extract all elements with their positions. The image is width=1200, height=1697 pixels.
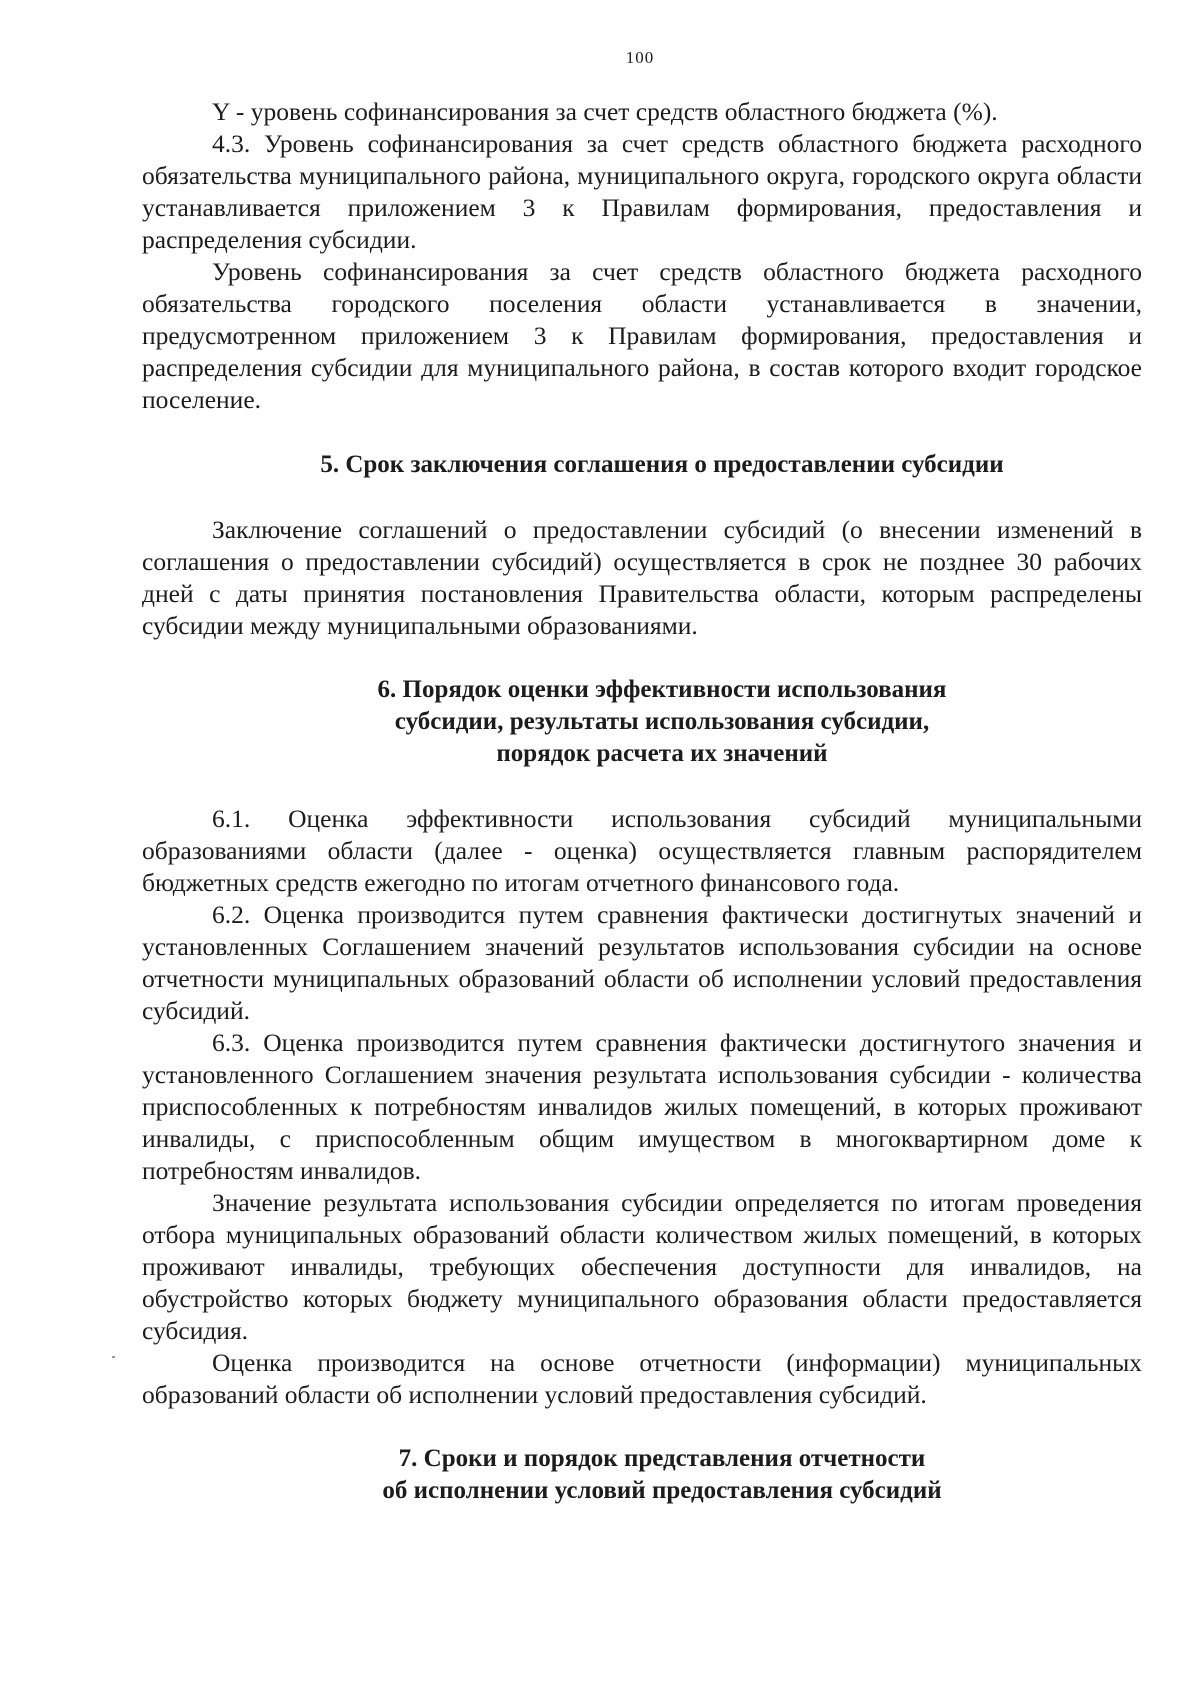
section-7-title bbox=[142, 1443, 1142, 1507]
paragraph-urban-settlement-level: Уровень софинансирования за счет средств областного бюджета расходного обязательства городского поселения области устанавливается в значении, предусмотренном приложением 3 к Правилам формирования, предоставления и распределения субсидии для муниципального района, в состав которого входит городское поселение. bbox=[142, 257, 1142, 414]
paragraph-6-2: 6.2. Оценка производится путем сравнения фактически достигнутых значений и установленных Соглашением значений результатов использования субсидии на основе отчетности муниципальных образований области об исполнении условий предоставления субсидий. bbox=[142, 900, 1142, 1025]
section-6-title-line: 6. Порядок оценки эффективности использования bbox=[377, 676, 947, 703]
section-6-title bbox=[142, 674, 1142, 770]
page-number: 100 bbox=[625, 48, 655, 67]
paragraph-6-3: 6.3. Оценка производится путем сравнения фактически достигнутого значения и установленного Соглашением значения результата использования субсидии - количества приспособленных к потребностям инвалидов жилых помещений, в которых проживают инвалиды, с приспособленным общим имуществом в многоквартирном доме к потребностям инвалидов. bbox=[142, 1028, 1142, 1185]
paragraph-6-1: 6.1. Оценка эффективности использования субсидий муниципальными образованиями области (далее - оценка) осуществляется главным распорядителем бюджетных средств ежегодно по итогам отчетного финансового года. bbox=[142, 804, 1142, 897]
paragraph-y-definition: Y - уровень софинансирования за счет средств областного бюджета (%). bbox=[212, 97, 998, 126]
document-body bbox=[142, 96, 1142, 1507]
section-6-title-line: порядок расчета их значений bbox=[496, 740, 828, 767]
paragraph-agreement-term: Заключение соглашений о предоставлении субсидий (о внесении изменений в соглашения о предоставлении субсидий) осуществляется в срок не позднее 30 рабочих дней с даты принятия постановления Правительства области, которым распределены субсидии между муниципальными образованиями. bbox=[142, 515, 1142, 640]
section-7-title-line: 7. Сроки и порядок представления отчетности bbox=[398, 1445, 926, 1472]
section-7-title-line: об исполнении условий предоставления субсидий bbox=[382, 1477, 942, 1504]
section-5-title: 5. Срок заключения соглашения о предоставлении субсидии bbox=[320, 451, 1004, 478]
section-6-title-line: субсидии, результаты использования субсидии, bbox=[394, 708, 930, 735]
scan-speck bbox=[112, 1356, 115, 1358]
paragraph-result-value: Значение результата использования субсидии определяется по итогам проведения отбора муниципальных образований области количеством жилых помещений, в которых проживают инвалиды, требующих обеспечения доступности для инвалидов, на обустройство которых бюджету муниципального образования области предоставляется субсидия. bbox=[142, 1188, 1142, 1345]
paragraph-4-3: 4.3. Уровень софинансирования за счет средств областного бюджета расходного обязательства муниципального района, муниципального округа, городского округа области устанавливается приложением 3 к Правилам формирования, предоставления и распределения субсидии. bbox=[142, 129, 1142, 254]
paragraph-assessment-basis: Оценка производится на основе отчетности (информации) муниципальных образований области об исполнении условий предоставления субсидий. bbox=[142, 1348, 1142, 1409]
